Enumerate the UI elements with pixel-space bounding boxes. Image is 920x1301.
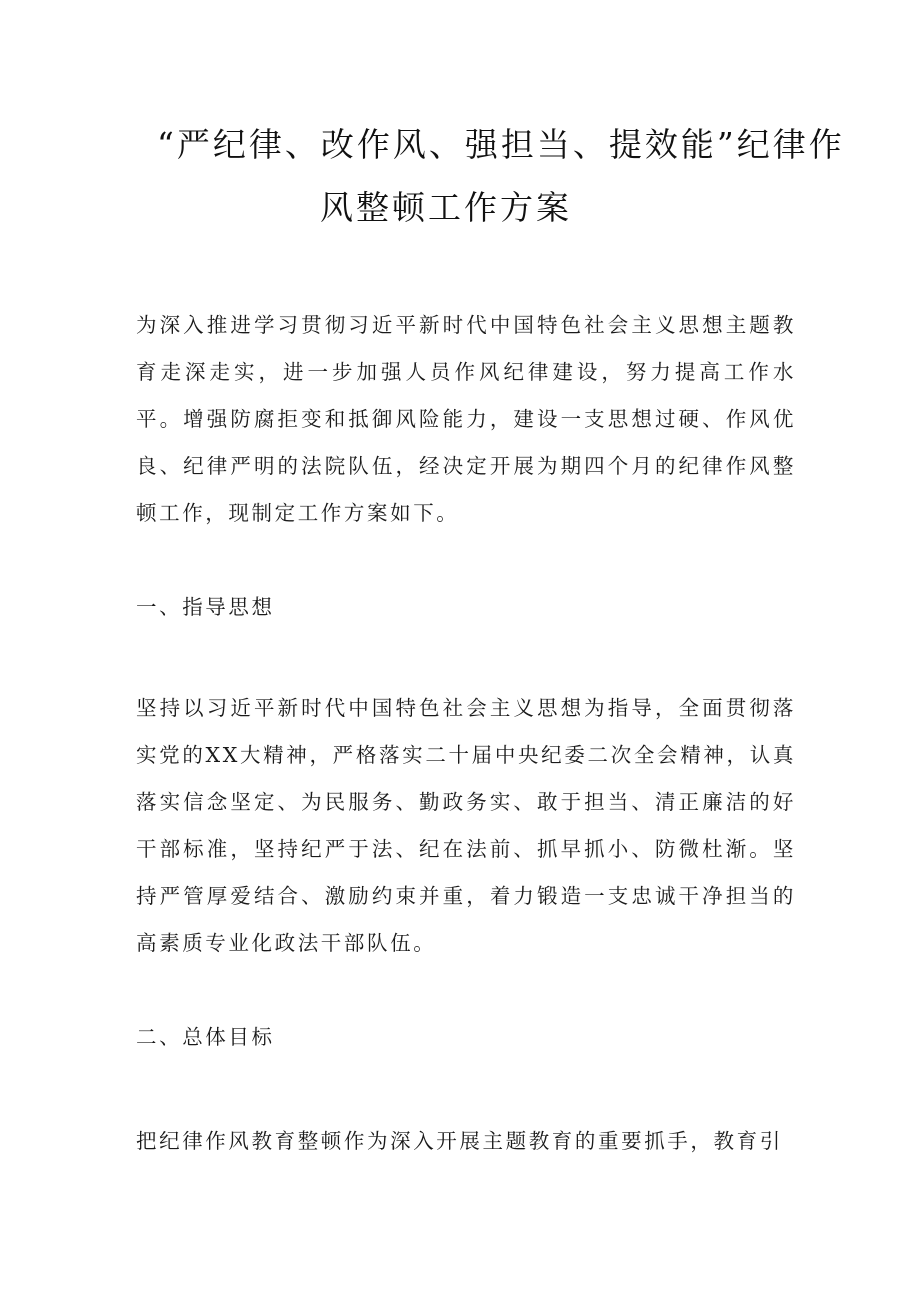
- document-title-line-1: “严纪律、改作风、强担当、提效能”纪律作: [157, 125, 845, 164]
- document-title-line-2: 风整顿工作方案: [320, 188, 572, 227]
- intro-paragraph: 为深入推进学习贯彻习近平新时代中国特色社会主义思想主题教育走深走实，进一步加强人员作风纪律建设，努力提高工作水平。增强防腐拒变和抵御风险能力，建设一支思想过硬、作风优良、纪律严明的法院队伍，经决定开展为期四个月的纪律作风整顿工作，现制定工作方案如下。: [136, 313, 796, 525]
- section-heading-overall-goal: 二、总体目标: [136, 1025, 275, 1049]
- overall-goal-paragraph: 把纪律作风教育整顿作为深入开展主题教育的重要抓手，教育引: [136, 1129, 783, 1153]
- guiding-ideology-paragraph: 坚持以习近平新时代中国特色社会主义思想为指导，全面贯彻落实党的XX大精神，严格落实二十届中央纪委二次全会精神，认真落实信念坚定、为民服务、勤政务实、敢于担当、清正廉洁的好干部标准，坚持纪严于法、纪在法前、抓早抓小、防微杜渐。坚持严管厚爱结合、激励约束并重，着力锻造一支忠诚干净担当的高素质专业化政法干部队伍。: [136, 696, 796, 955]
- section-heading-guiding-ideology: 一、指导思想: [136, 595, 275, 619]
